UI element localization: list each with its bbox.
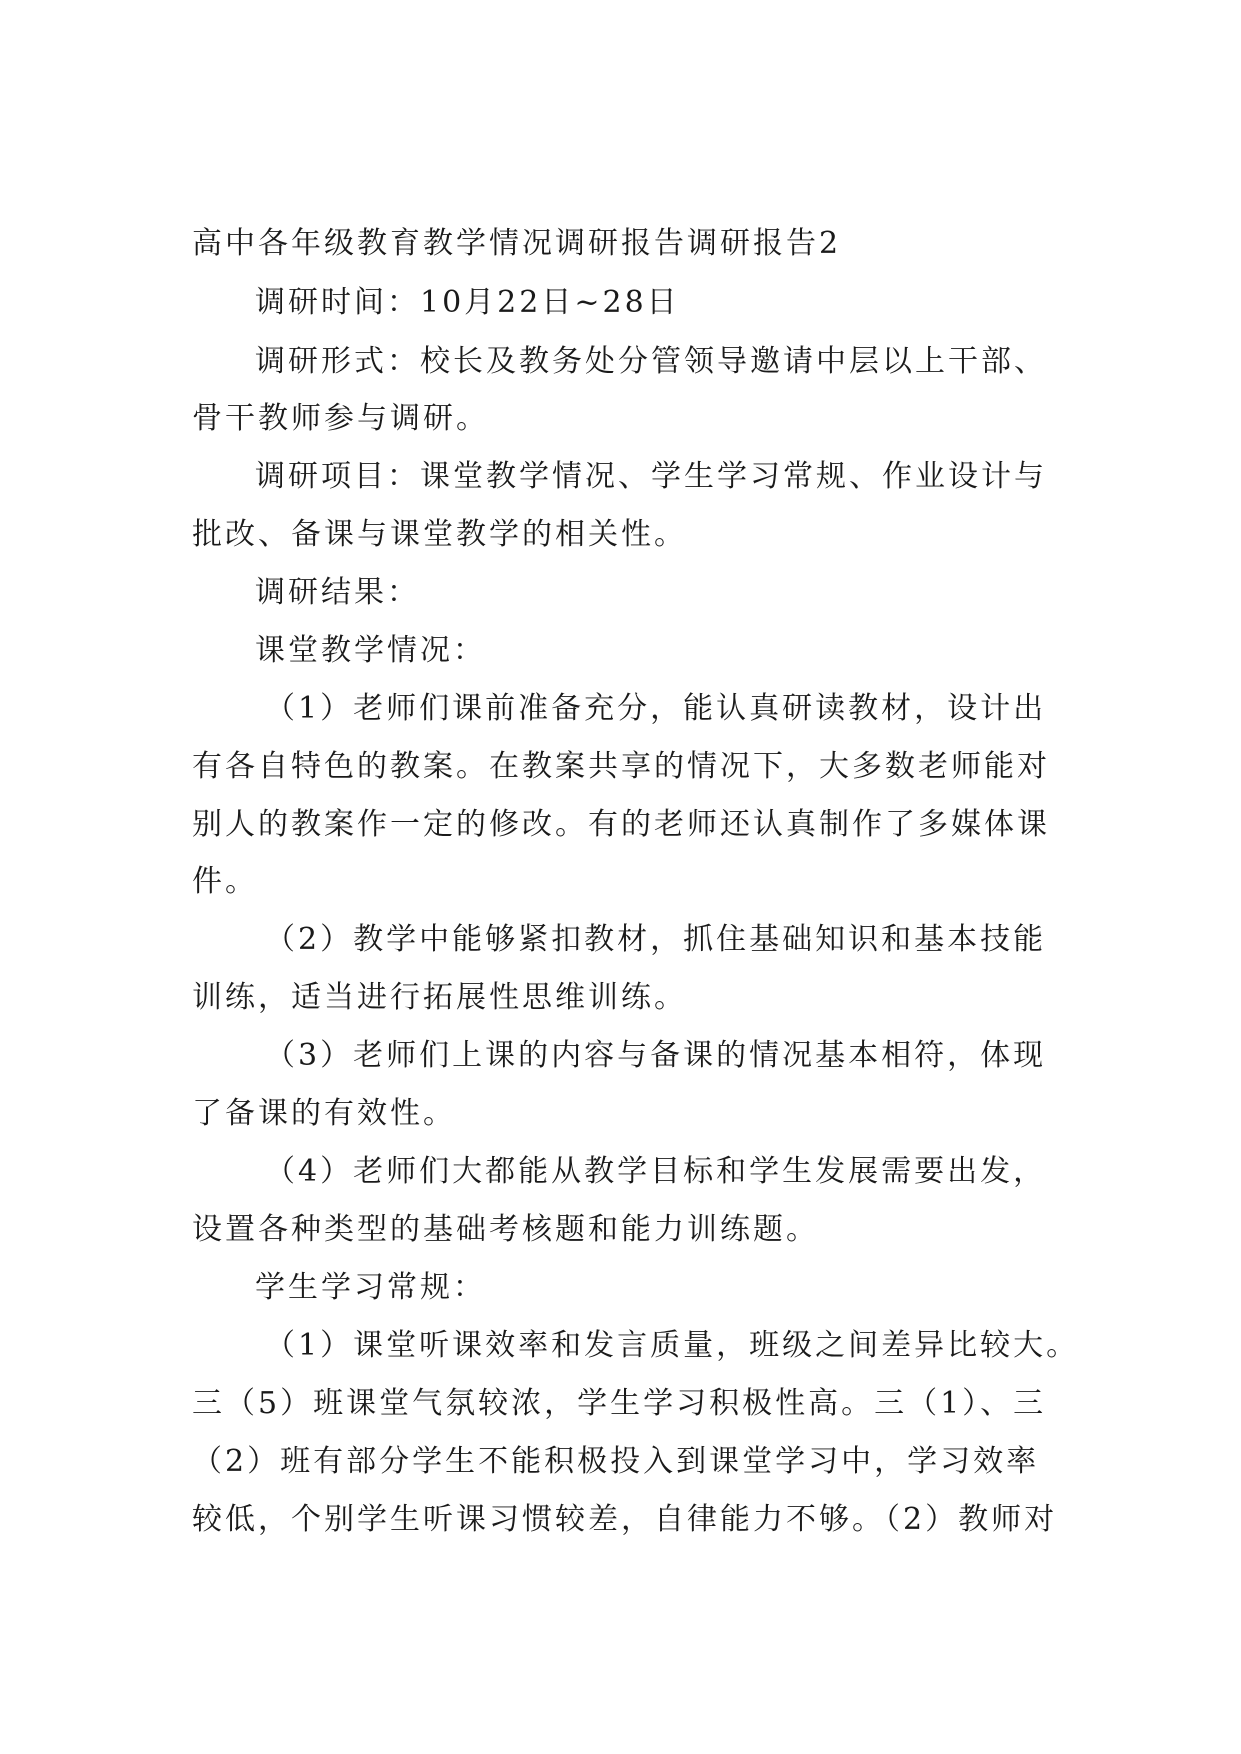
paragraph-line: 有各自特色的教案。在教案共享的情况下，大多数老师能对	[192, 749, 1050, 784]
paragraph-line: 骨干教师参与调研。	[192, 401, 489, 436]
paragraph-line: 件。	[192, 864, 258, 899]
paragraph-line: （3）老师们上课的内容与备课的情况基本相符，体现	[265, 1038, 1047, 1073]
paragraph-line: （2）班有部分学生不能积极投入到课堂学习中，学习效率	[192, 1444, 1040, 1479]
paragraph-line: 调研项目：课堂教学情况、学生学习常规、作业设计与	[255, 459, 1047, 494]
paragraph-line: （4）老师们大都能从教学目标和学生发展需要出发，	[265, 1154, 1047, 1189]
paragraph-line: （1）老师们课前准备充分，能认真研读教材，设计出	[265, 691, 1047, 726]
paragraph-line: 别人的教案作一定的修改。有的老师还认真制作了多媒体课	[192, 807, 1050, 842]
paragraph-line: 设置各种类型的基础考核题和能力训练题。	[192, 1212, 819, 1247]
paragraph-line: （1）课堂听课效率和发言质量，班级之间差异比较大。	[265, 1328, 1080, 1363]
section-heading: 课堂教学情况：	[255, 633, 486, 668]
section-heading: 学生学习常规：	[255, 1270, 486, 1305]
paragraph-line: 调研形式：校长及教务处分管领导邀请中层以上干部、	[255, 344, 1047, 379]
paragraph-line: 了备课的有效性。	[192, 1096, 456, 1131]
paragraph-line: 调研时间：10月22日~28日	[255, 285, 680, 320]
document-title: 高中各年级教育教学情况调研报告调研报告2	[192, 226, 842, 261]
paragraph-line: 三（5）班课堂气氛较浓，学生学习积极性高。三（1）、三	[192, 1386, 1047, 1421]
paragraph-line: 调研结果：	[255, 575, 420, 610]
paragraph-line: 批改、备课与课堂教学的相关性。	[192, 517, 687, 552]
paragraph-line: 较低，个别学生听课习惯较差，自律能力不够。（2）教师对	[192, 1502, 1058, 1537]
paragraph-line: 训练，适当进行拓展性思维训练。	[192, 980, 687, 1015]
paragraph-line: （2）教学中能够紧扣教材，抓住基础知识和基本技能	[265, 922, 1047, 957]
